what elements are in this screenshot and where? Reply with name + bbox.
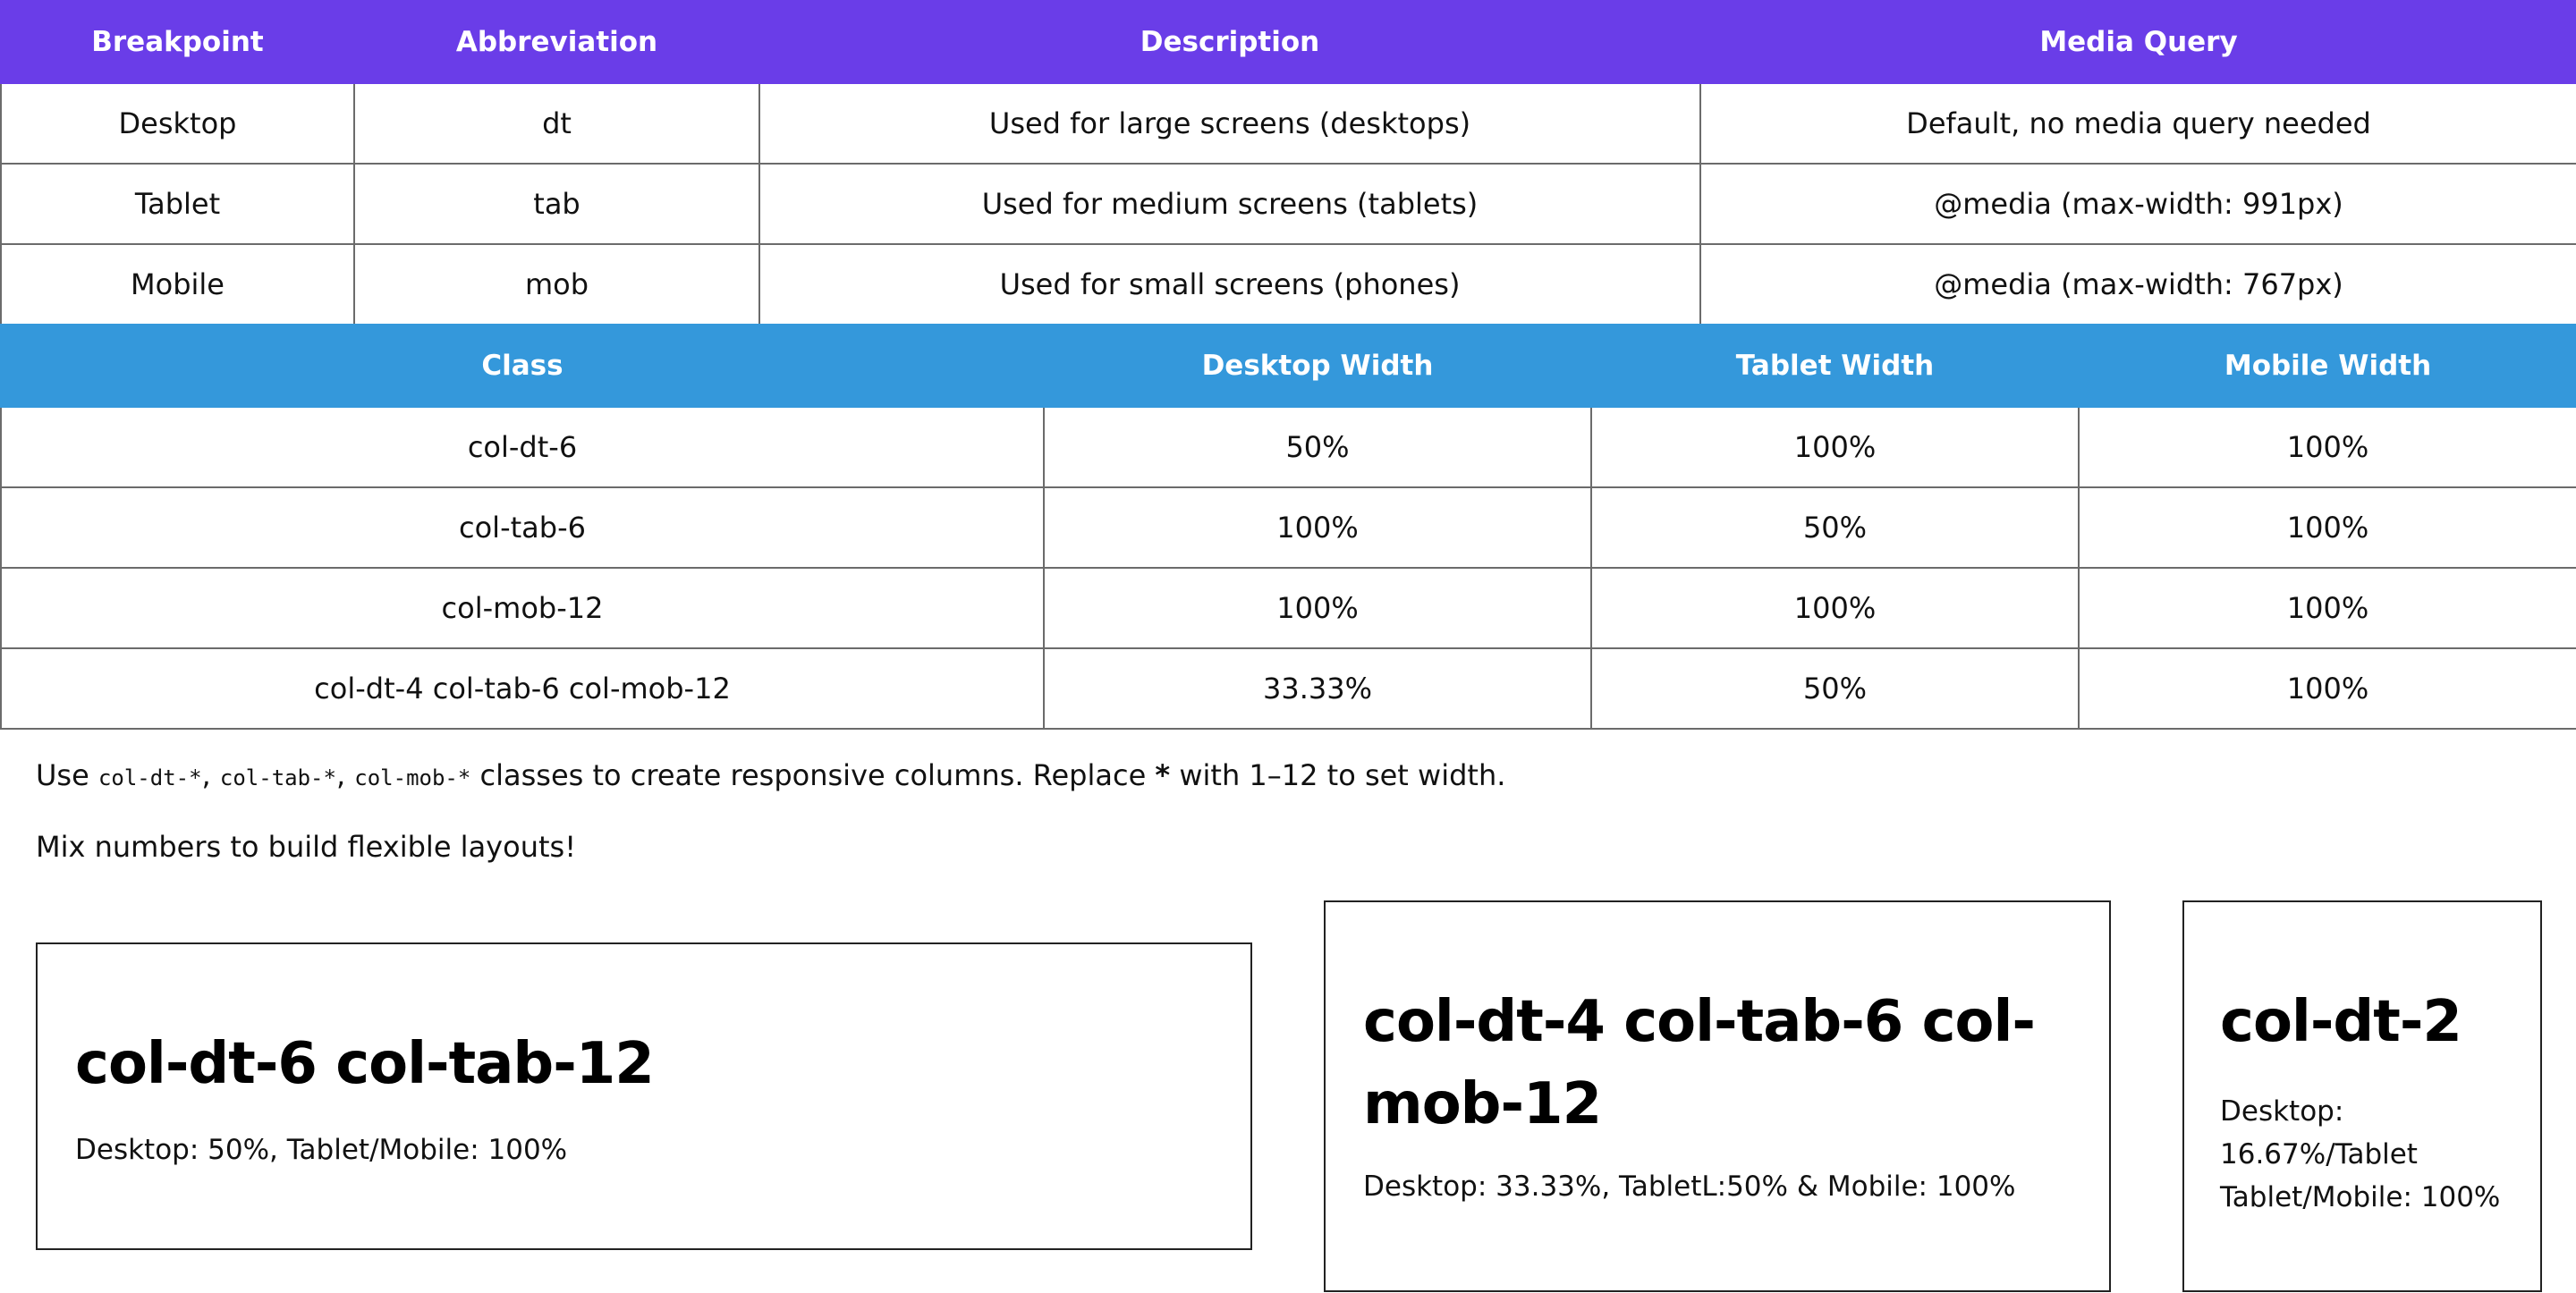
table-cell: 50% [1591,648,2079,729]
table-cell: @media (max-width: 991px) [1700,164,2576,244]
table-cell: 100% [2079,568,2576,648]
table-row [1,164,2576,244]
table-cell: dt [354,83,759,164]
column-header: Class [1,325,1044,407]
example-card-dt2 [2182,900,2542,1292]
table-cell: Tablet [1,164,354,244]
table-cell: 100% [1044,568,1591,648]
column-header: Mobile Width [2079,325,2576,407]
column-header: Abbreviation [354,1,759,83]
table-cell: col-dt-6 [1,407,1044,487]
table-row [1,568,2576,648]
table-cell: col-tab-6 [1,487,1044,568]
note-text: classes to create responsive columns. Replace [470,758,1156,792]
usage-note [36,758,1505,792]
wildcard-symbol: * [1155,758,1171,792]
example-card-dt6 [36,942,1252,1250]
note-text: Use [36,758,98,792]
table-cell: 100% [1044,487,1591,568]
column-header: Description [759,1,1700,83]
table-cell: @media (max-width: 767px) [1700,244,2576,325]
table-cell: col-mob-12 [1,568,1044,648]
card-title: col-dt-4 col-tab-6 col-mob-12 [1363,989,2035,1137]
column-header: Desktop Width [1044,325,1591,407]
table-cell: mob [354,244,759,325]
table-cell: 100% [2079,648,2576,729]
table-cell: Default, no media query needed [1700,83,2576,164]
card-title: col-dt-6 col-tab-12 [75,1031,654,1097]
table-cell: col-dt-4 col-tab-6 col-mob-12 [1,648,1044,729]
note-separator: , [201,758,220,792]
table-cell: Mobile [1,244,354,325]
table-cell: 100% [2079,407,2576,487]
note-separator: , [335,758,355,792]
table-cell: Desktop [1,83,354,164]
table-cell: 100% [1591,568,2079,648]
table-row [1,648,2576,729]
table-row [1,244,2576,325]
card-description: Desktop: 33.33%, TabletL:50% & Mobile: 100% [1363,1170,2016,1203]
table-row [1,83,2576,164]
card-description: Desktop: 16.67%/Tablet Tablet/Mobile: 100% [2220,1095,2501,1213]
code-mob: col-mob-* [354,765,471,790]
table-cell: 50% [1044,407,1591,487]
column-header: Media Query [1700,1,2576,83]
code-tab: col-tab-* [219,765,336,790]
code-dt: col-dt-* [97,765,202,790]
table-row [1,487,2576,568]
table-cell: 33.33% [1044,648,1591,729]
table-cell: Used for small screens (phones) [759,244,1700,325]
column-header: Tablet Width [1591,325,2079,407]
table-cell: tab [354,164,759,244]
table-header-row [1,325,2576,407]
table-cell: 50% [1591,487,2079,568]
table-cell: Used for large screens (desktops) [759,83,1700,164]
table-cell: Used for medium screens (tablets) [759,164,1700,244]
breakpoints-table [0,0,2576,325]
mix-note: Mix numbers to build flexible layouts! [36,830,577,864]
card-description: Desktop: 50%, Tablet/Mobile: 100% [75,1134,568,1166]
table-cell: 100% [1591,407,2079,487]
table-row [1,407,2576,487]
column-header: Breakpoint [1,1,354,83]
classes-table [0,324,2576,730]
table-header-row [1,1,2576,83]
table-cell: 100% [2079,487,2576,568]
example-card-dt4 [1324,900,2111,1292]
note-text: with 1–12 to set width. [1170,758,1506,792]
card-title: col-dt-2 [2220,989,2462,1055]
